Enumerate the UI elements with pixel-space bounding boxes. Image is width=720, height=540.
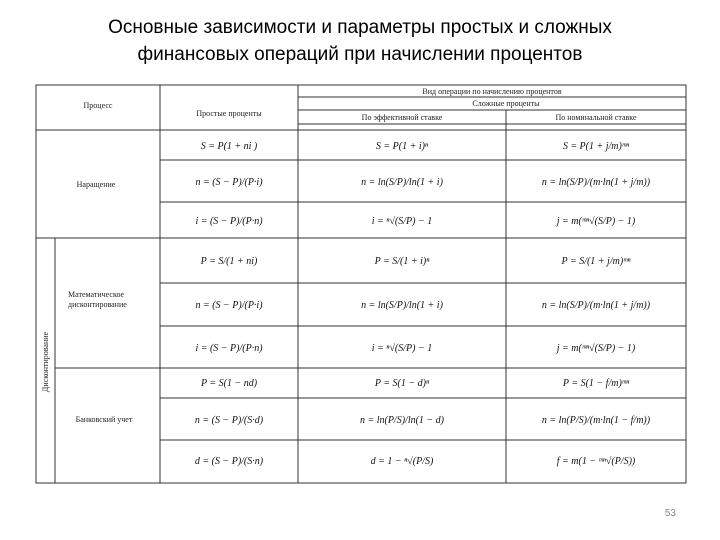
formula-cell: P = S(1 − d)ⁿ	[374, 378, 430, 389]
header-nominal: По номинальной ставке	[555, 113, 637, 122]
process-math-discount-wrap	[62, 290, 158, 320]
formula-cell: i = ⁿ√(S/P) − 1	[371, 343, 433, 354]
formula-cell: S = P(1 + i)ⁿ	[375, 141, 429, 152]
formula-cell: P = S(1 − f/m)ᵐⁿ	[562, 378, 630, 389]
header-process: Процесс	[83, 101, 113, 110]
formula-cell: n = ln(S/P)/ln(1 + i)	[361, 177, 443, 188]
formula-cell: n = (S − P)/(P·i)	[195, 177, 263, 188]
formula-cell: S = P(1 + ni )	[200, 141, 258, 152]
formula-cell: d = (S − P)/(S·n)	[194, 456, 264, 467]
formula-cell: P = S/(1 + j/m)ᵐⁿ	[561, 256, 631, 267]
header-simple: Простые проценты	[196, 109, 262, 118]
formula-cell: i = (S − P)/(P·n)	[195, 343, 263, 354]
formula-cell: j = m(ᵐⁿ√(S/P) − 1)	[556, 343, 636, 354]
header-operation: Вид операции по начислению процентов	[422, 87, 562, 96]
formula-cell: n = ln(S/P)/(m·ln(1 + j/m))	[541, 300, 651, 311]
title-line-2: финансовых операций при начислении процентов	[137, 44, 583, 65]
formula-cell: n = ln(P/S)/(m·ln(1 − f/m))	[541, 415, 651, 426]
header-effective: По эффективной ставке	[361, 113, 443, 122]
header-compound: Сложные проценты	[472, 99, 540, 108]
process-math-discount: Математическое дисконтирование	[68, 290, 127, 309]
process-accrual: Наращение	[76, 180, 116, 189]
formula-cell: i = (S − P)/(P·n)	[195, 216, 263, 227]
formula-cell: P = S/(1 + i)ⁿ	[374, 256, 430, 267]
page-number: 53	[664, 508, 676, 519]
formula-cell: n = ln(S/P)/(m·ln(1 + j/m))	[541, 177, 651, 188]
formula-cell: j = m(ᵐⁿ√(S/P) − 1)	[556, 216, 636, 227]
formula-cell: n = ln(S/P)/ln(1 + i)	[361, 300, 443, 311]
formula-cell: n = ln(P/S)/ln(1 − d)	[359, 415, 445, 426]
formula-cell: n = (S − P)/(S·d)	[194, 415, 264, 426]
formula-cell: i = ⁿ√(S/P) − 1	[371, 216, 433, 227]
discounting-vertical-label: Дисконтирование	[41, 331, 50, 393]
formula-cell: S = P(1 + j/m)ᵐⁿ	[562, 141, 630, 152]
formula-cell: f = m(1 − ᵐⁿ√(P/S))	[556, 456, 636, 467]
formula-cell: P = S(1 − nd)	[200, 378, 258, 389]
process-bank-discount: Банковский учет	[75, 415, 133, 424]
formula-cell: n = (S − P)/(P·i)	[195, 300, 263, 311]
formula-cells	[195, 141, 651, 467]
formula-cell: d = 1 − ⁿ√(P/S)	[370, 456, 434, 467]
title-line-1: Основные зависимости и параметры простых и сложных	[108, 17, 612, 38]
formula-cell: P = S/(1 + ni)	[200, 256, 258, 267]
